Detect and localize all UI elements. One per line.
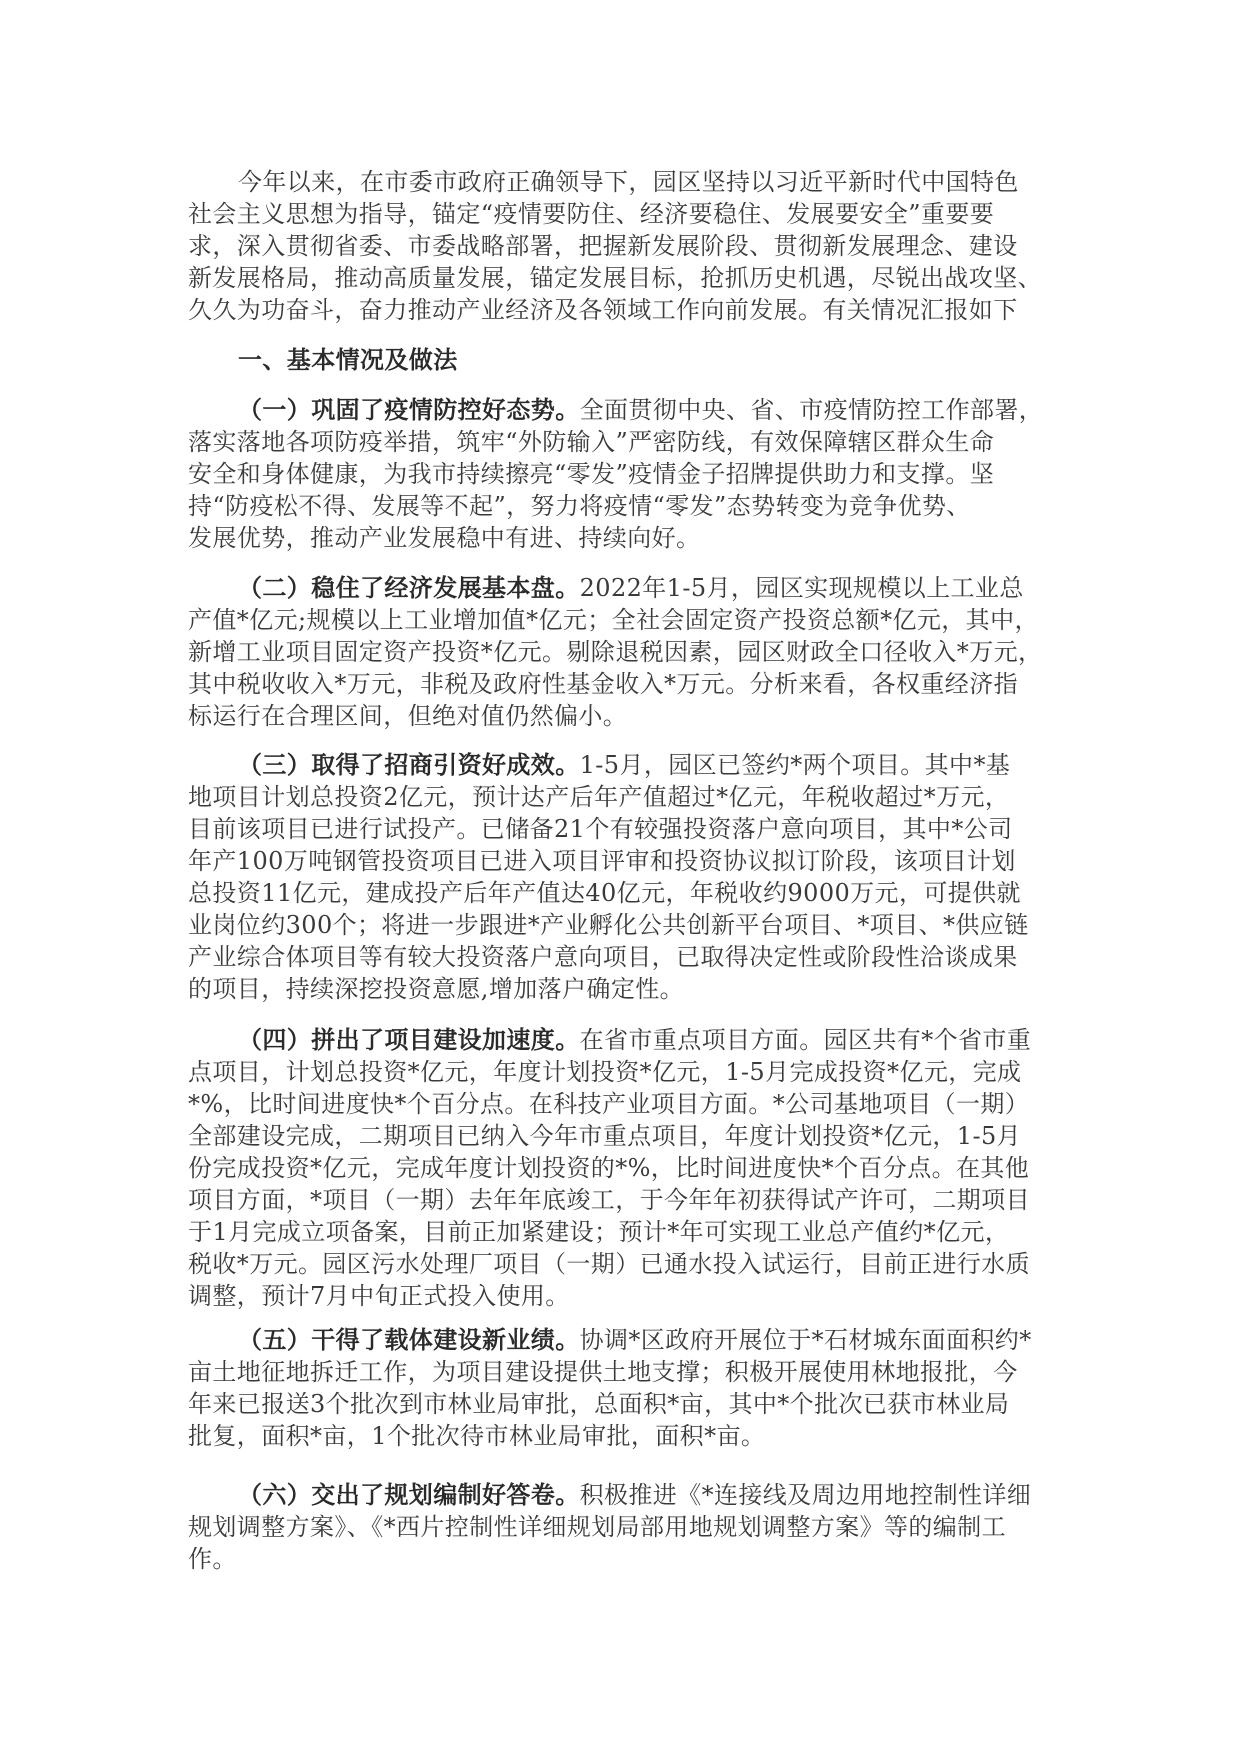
paragraph-lead-title: （六）交出了规划编制好答卷。 (238, 1480, 580, 1509)
text-line (188, 572, 1068, 604)
paragraph-project-construction (188, 1024, 1068, 1312)
text-line: 新发展格局，推动高质量发展，锚定发展目标，抢抓历史机遇，尽锐出战攻坚、 (188, 264, 1042, 292)
text-line: 久久为功奋斗，奋力推动产业经济及各领域工作向前发展。有关情况汇报如下 (188, 296, 1018, 324)
text-line: 其中税收收入*万元，非税及政府性基金收入*万元。分析来看，各权重经济指 (188, 670, 1018, 698)
text-line: *%，比时间进度快*个百分点。在科技产业项目方面。*公司基地项目（一期） (188, 1090, 1030, 1118)
text-line: 地项目计划总投资2亿元，预计达产后年产值超过*亿元，年税收超过*万元， (188, 783, 1010, 811)
text-line: 税收*万元。园区污水处理厂项目（一期）已通水投入试运行，目前正进行水质 (188, 1250, 1030, 1278)
text-line: 份完成投资*亿元，完成年度计划投资的*%，比时间进度快*个百分点。在其他 (188, 1154, 1030, 1182)
paragraph-text: 协调*区政府开展位于*石材城东面面积约* (579, 1326, 1032, 1354)
paragraph-lead-title: （一）巩固了疫情防控好态势。 (238, 395, 580, 424)
paragraph-text: 全面贯彻中央、省、市疫情防控工作部署， (579, 396, 1044, 424)
text-line: 标运行在合理区间，但绝对值仍然偏小。 (188, 702, 628, 730)
text-line: 规划调整方案》、《*西片控制性详细规划局部用地规划调整方案》等的编制工 (188, 1513, 1006, 1541)
text-line: 作。 (188, 1545, 237, 1573)
paragraph-text: 2022年1-5月，园区实现规模以上工业总 (579, 574, 1024, 602)
text-line (188, 394, 1068, 426)
intro-paragraph (188, 166, 1068, 326)
text-line: 业岗位约300个；将进一步跟进*产业孵化公共创新平台项目、*项目、*供应链 (188, 911, 1029, 939)
text-line: 的项目，持续深挖投资意愿,增加落户确定性。 (188, 975, 685, 1003)
paragraph-planning (188, 1479, 1068, 1575)
text-line: 年来已报送3个批次到市林业局审批，总面积*亩，其中*个批次已获市林业局 (188, 1390, 1010, 1418)
text-line (188, 1324, 1068, 1356)
text-line (188, 749, 1068, 781)
text-line: 发展优势，推动产业发展稳中有进、持续向好。 (188, 524, 701, 552)
section-heading-container (188, 344, 1068, 376)
text-line: 年产100万吨钢管投资项目已进入项目评审和投资协议拟订阶段，该项目计划 (188, 847, 1016, 875)
paragraph-lead-title: （四）拼出了项目建设加速度。 (238, 1025, 580, 1054)
text-line: 社会主义思想为指导，锚定“疫情要防住、经济要稳住、发展要安全”重要要 (188, 200, 995, 228)
paragraph-carrier-construction (188, 1324, 1068, 1452)
paragraph-economy (188, 572, 1068, 732)
text-line: 项目方面，*项目（一期）去年年底竣工，于今年年初获得试产许可，二期项目 (188, 1186, 1030, 1214)
text-line: 今年以来，在市委市政府正确领导下，园区坚持以习近平新时代中国特色 (238, 168, 1019, 196)
text-line: 全部建设完成，二期项目已纳入今年市重点项目，年度计划投资*亿元，1-5月 (188, 1122, 1022, 1150)
paragraph-lead-title: （五）干得了载体建设新业绩。 (238, 1325, 580, 1354)
text-line: 落实落地各项防疫举措，筑牢“外防输入”严密防线，有效保障辖区群众生命 (188, 428, 995, 456)
text-line (188, 1479, 1068, 1511)
text-line: 调整，预计7月中旬正式投入使用。 (188, 1282, 570, 1310)
text-line: 点项目，计划总投资*亿元，年度计划投资*亿元，1-5月完成投资*亿元，完成 (188, 1058, 1022, 1086)
text-line: 求，深入贯彻省委、市委战略部署，把握新发展阶段、贯彻新发展理念、建设 (188, 232, 1018, 260)
paragraph-investment (188, 749, 1068, 1005)
text-line: 亩土地征地拆迁工作，为项目建设提供土地支撑；积极开展使用林地报批，今 (188, 1358, 1018, 1386)
text-line (188, 1024, 1068, 1056)
text-line: 批复，面积*亩，1个批次待市林业局审批，面积*亩。 (188, 1422, 766, 1450)
paragraph-lead-title: （二）稳住了经济发展基本盘。 (238, 573, 580, 602)
text-line: 目前该项目已进行试投产。已储备21个有较强投资落户意向项目，其中*公司 (188, 815, 1013, 843)
paragraph-text: 积极推进《*连接线及周边用地控制性详细 (579, 1481, 1032, 1509)
text-line: 总投资11亿元，建成投产后年产值达40亿元，年税收约9000万元，可提供就 (188, 879, 1021, 907)
paragraph-text: 1-5月，园区已签约*两个项目。其中*基 (579, 751, 1011, 779)
text-line: 新增工业项目固定资产投资*亿元。剔除退税因素，园区财政全口径收入*万元， (188, 638, 1043, 666)
text-line: 持“防疫松不得、发展等不起”，努力将疫情“零发”态势转变为竞争优势、 (188, 492, 971, 520)
section-heading: 一、基本情况及做法 (238, 345, 458, 374)
paragraph-text: 在省市重点项目方面。园区共有*个省市重 (579, 1026, 1032, 1054)
text-line: 于1月完成立项备案，目前正加紧建设；预计*年可实现工业总产值约*亿元， (188, 1218, 1010, 1246)
paragraph-epidemic-control (188, 394, 1068, 554)
text-line: 产业综合体项目等有较大投资落户意向项目，已取得决定性或阶段性洽谈成果 (188, 943, 1018, 971)
paragraph-lead-title: （三）取得了招商引资好成效。 (238, 750, 580, 779)
text-line: 安全和身体健康，为我市持续擦亮“零发”疫情金子招牌提供助力和支撑。坚 (188, 460, 995, 488)
text-line: 产值*亿元;规模以上工业增加值*亿元；全社会固定资产投资总额*亿元，其中， (188, 606, 1039, 634)
